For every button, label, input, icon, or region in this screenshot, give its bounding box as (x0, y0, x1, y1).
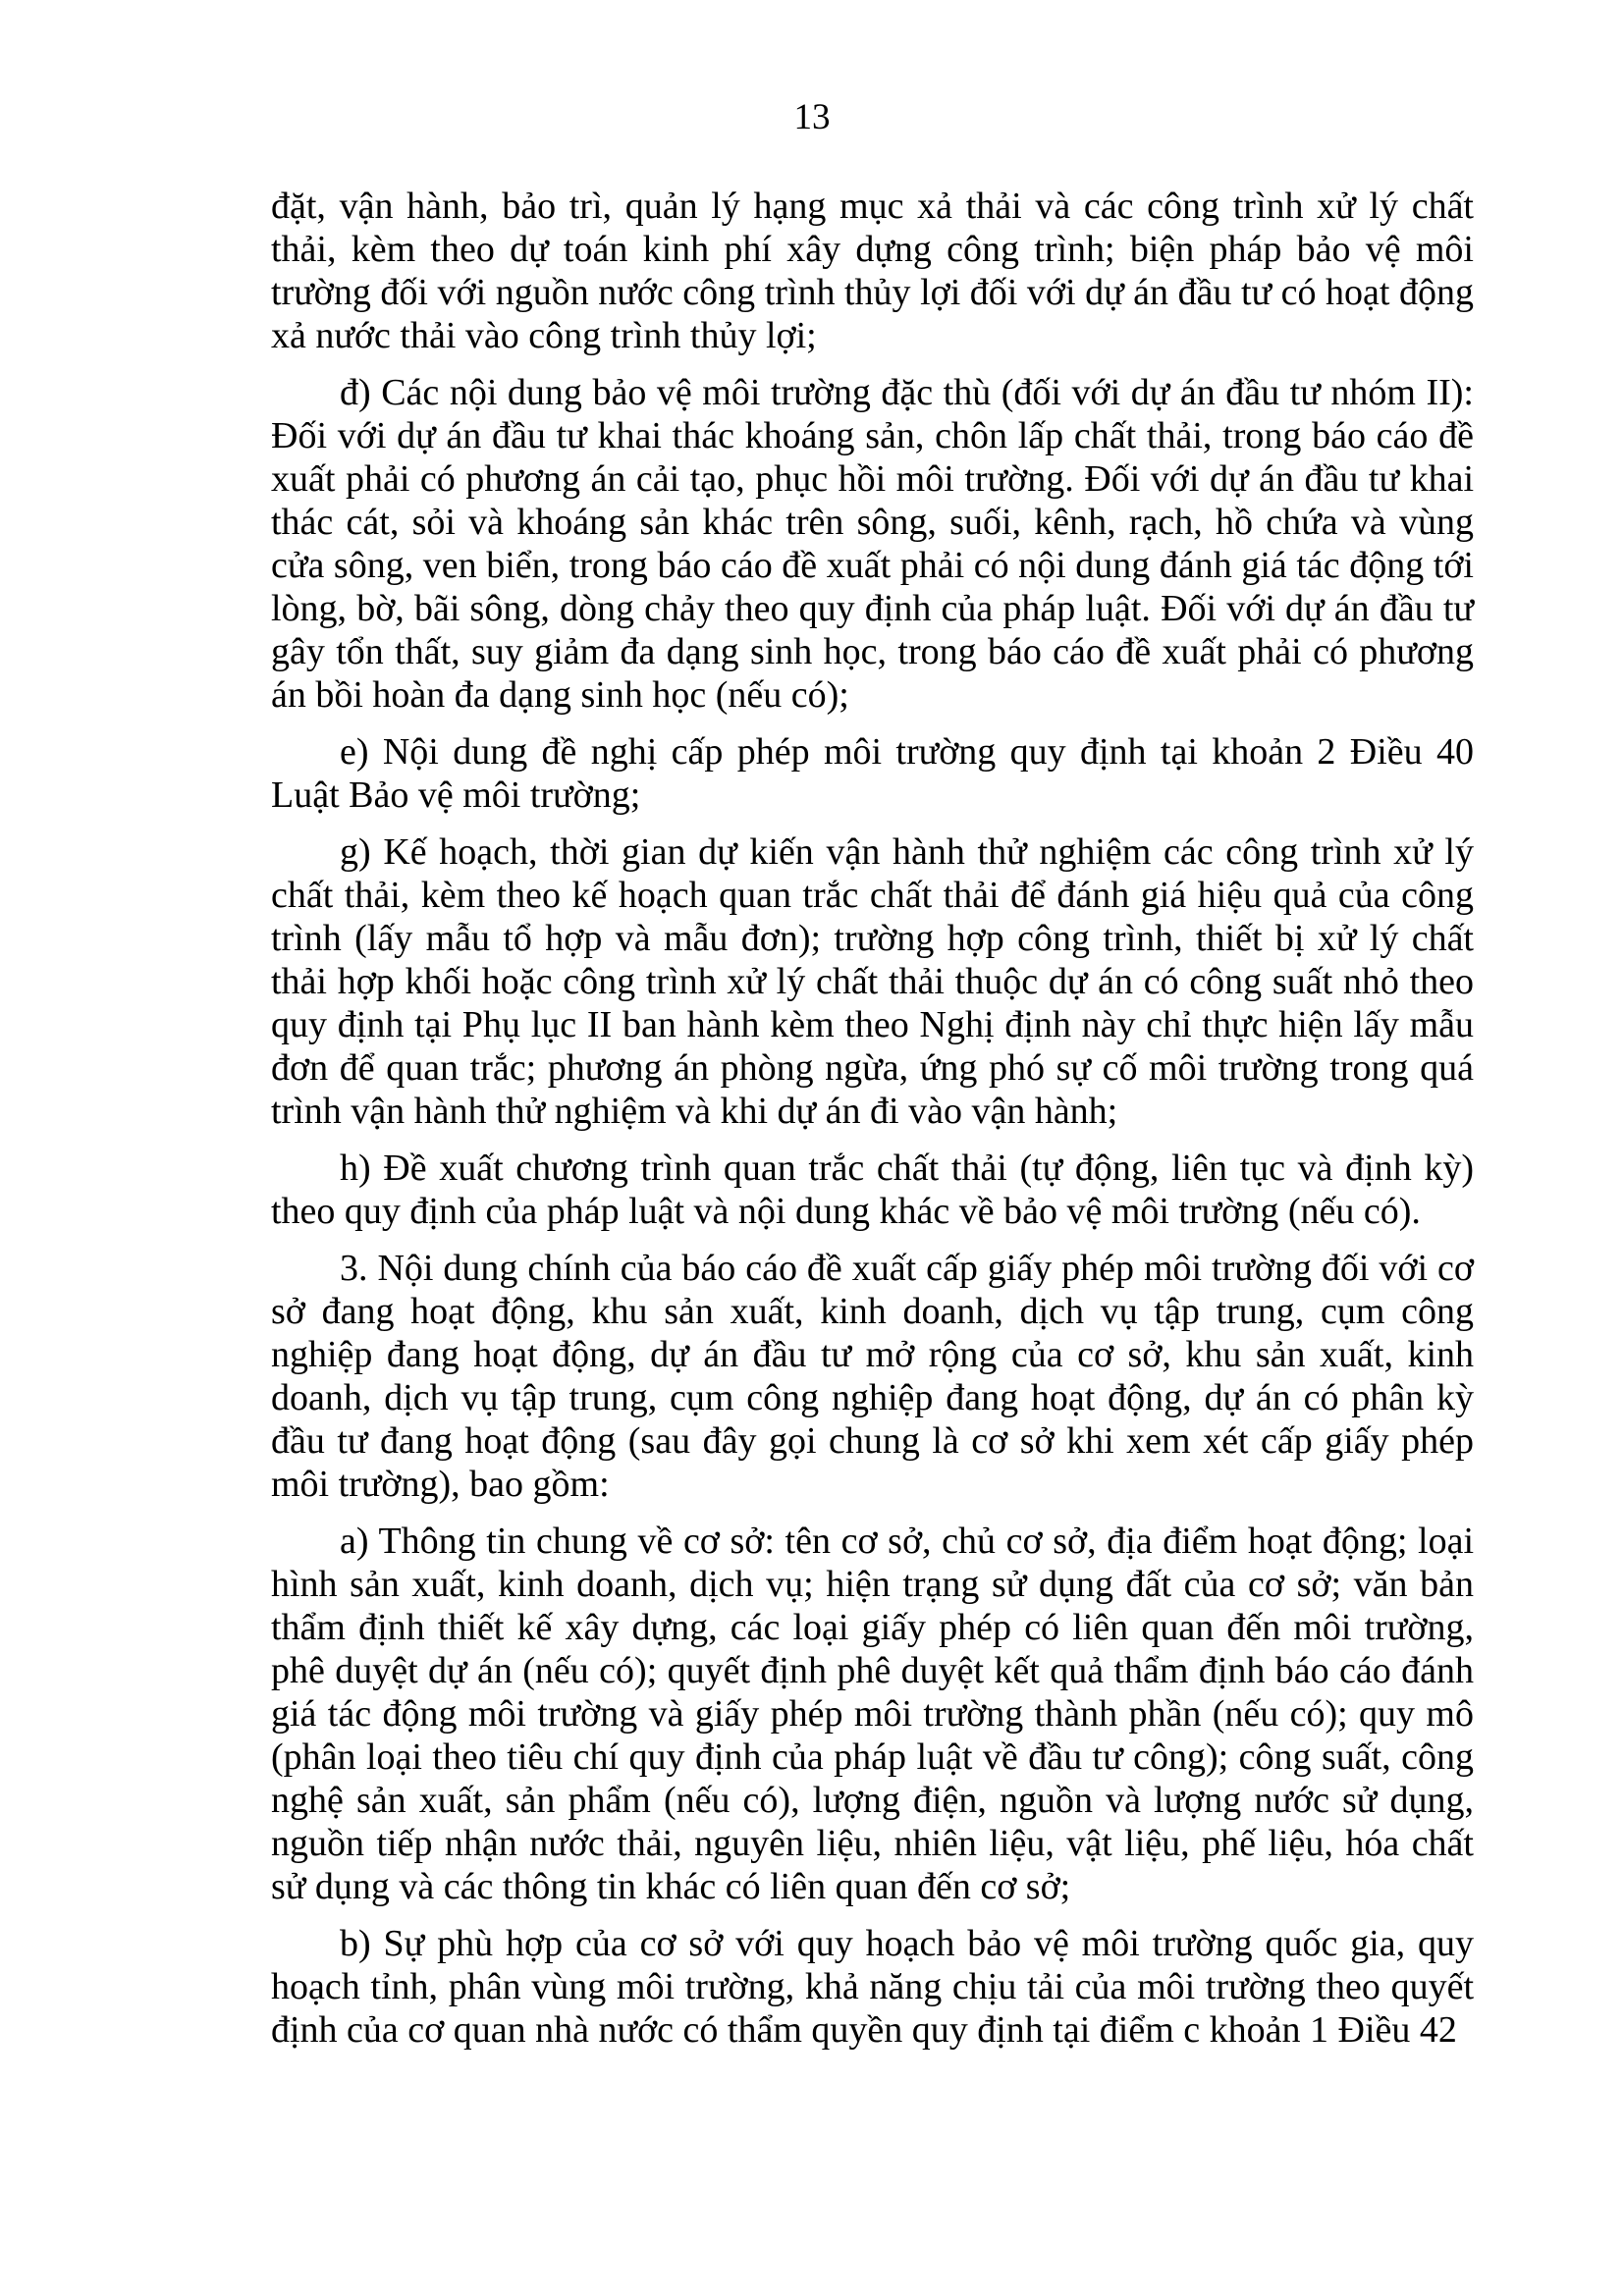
paragraph-item-g: g) Kế hoạch, thời gian dự kiến vận hành thử nghiệm các công trình xử lý chất thải, kèm theo kế hoạch quan trắc chất thải để đánh giá hiệu quả của công trình (lấy mẫu tổ hợp và mẫu đơn); trường hợp công trình, thiết bị xử lý chất thải hợp khối hoặc công trình xử lý chất thải thuộc dự án có công suất nhỏ theo quy định tại Phụ lục II ban hành kèm theo Nghị định này chỉ thực hiện lấy mẫu đơn để quan trắc; phương án phòng ngừa, ứng phó sự cố môi trường trong quá trình vận hành thử nghiệm và khi dự án đi vào vận hành; (271, 831, 1474, 1132)
paragraph-continuation: đặt, vận hành, bảo trì, quản lý hạng mục xả thải và các công trình xử lý chất thải, kèm theo dự toán kinh phí xây dựng công trình; biện pháp bảo vệ môi trường đối với nguồn nước công trình thủy lợi đối với dự án đầu tư có hoạt động xả nước thải vào công trình thủy lợi; (271, 186, 1474, 356)
paragraph-item-dd: đ) Các nội dung bảo vệ môi trường đặc thù (đối với dự án đầu tư nhóm II): Đối với dự án đầu tư khai thác khoáng sản, chôn lấp chất thải, trong báo cáo đề xuất phải có phương án cải tạo, phục hồi môi trường. Đối với dự án đầu tư khai thác cát, sỏi và khoáng sản khác trên sông, suối, kênh, rạch, hồ chứa và vùng cửa sông, ven biển, trong báo cáo đề xuất phải có nội dung đánh giá tác động tới lòng, bờ, bãi sông, dòng chảy theo quy định của pháp luật. Đối với dự án đầu tư gây tổn thất, suy giảm đa dạng sinh học, trong báo cáo đề xuất phải có phương án bồi hoàn đa dạng sinh học (nếu có); (271, 372, 1474, 716)
page-number: 13 (793, 97, 831, 137)
paragraph-item-a: a) Thông tin chung về cơ sở: tên cơ sở, chủ cơ sở, địa điểm hoạt động; loại hình sản xuất, kinh doanh, dịch vụ; hiện trạng sử dụng đất của cơ sở; văn bản thẩm định thiết kế xây dựng, các loại giấy phép có liên quan đến môi trường, phê duyệt dự án (nếu có); quyết định phê duyệt kết quả thẩm định báo cáo đánh giá tác động môi trường và giấy phép môi trường thành phần (nếu có); quy mô (phân loại theo tiêu chí quy định của pháp luật về đầu tư công); công suất, công nghệ sản xuất, sản phẩm (nếu có), lượng điện, nguồn và lượng nước sử dụng, nguồn tiếp nhận nước thải, nguyên liệu, nhiên liệu, vật liệu, phế liệu, hóa chất sử dụng và các thông tin khác có liên quan đến cơ sở; (271, 1521, 1474, 1907)
paragraph-clause-3: 3. Nội dung chính của báo cáo đề xuất cấp giấy phép môi trường đối với cơ sở đang hoạt động, khu sản xuất, kinh doanh, dịch vụ tập trung, cụm công nghiệp đang hoạt động, dự án đầu tư mở rộng của cơ sở, khu sản xuất, kinh doanh, dịch vụ tập trung, cụm công nghiệp đang hoạt động, dự án có phân kỳ đầu tư đang hoạt động (sau đây gọi chung là cơ sở khi xem xét cấp giấy phép môi trường), bao gồm: (271, 1248, 1474, 1505)
paragraph-item-e: e) Nội dung đề nghị cấp phép môi trường quy định tại khoản 2 Điều 40 Luật Bảo vệ môi trường; (271, 731, 1474, 816)
paragraph-item-h: h) Đề xuất chương trình quan trắc chất thải (tự động, liên tục và định kỳ) theo quy định của pháp luật và nội dung khác về bảo vệ môi trường (nếu có). (271, 1148, 1474, 1232)
paragraph-item-b: b) Sự phù hợp của cơ sở với quy hoạch bảo vệ môi trường quốc gia, quy hoạch tỉnh, phân vùng môi trường, khả năng chịu tải của môi trường theo quyết định của cơ quan nhà nước có thẩm quyền quy định tại điểm c khoản 1 Điều 42 (271, 1923, 1474, 2051)
document-body (271, 185, 1474, 2065)
